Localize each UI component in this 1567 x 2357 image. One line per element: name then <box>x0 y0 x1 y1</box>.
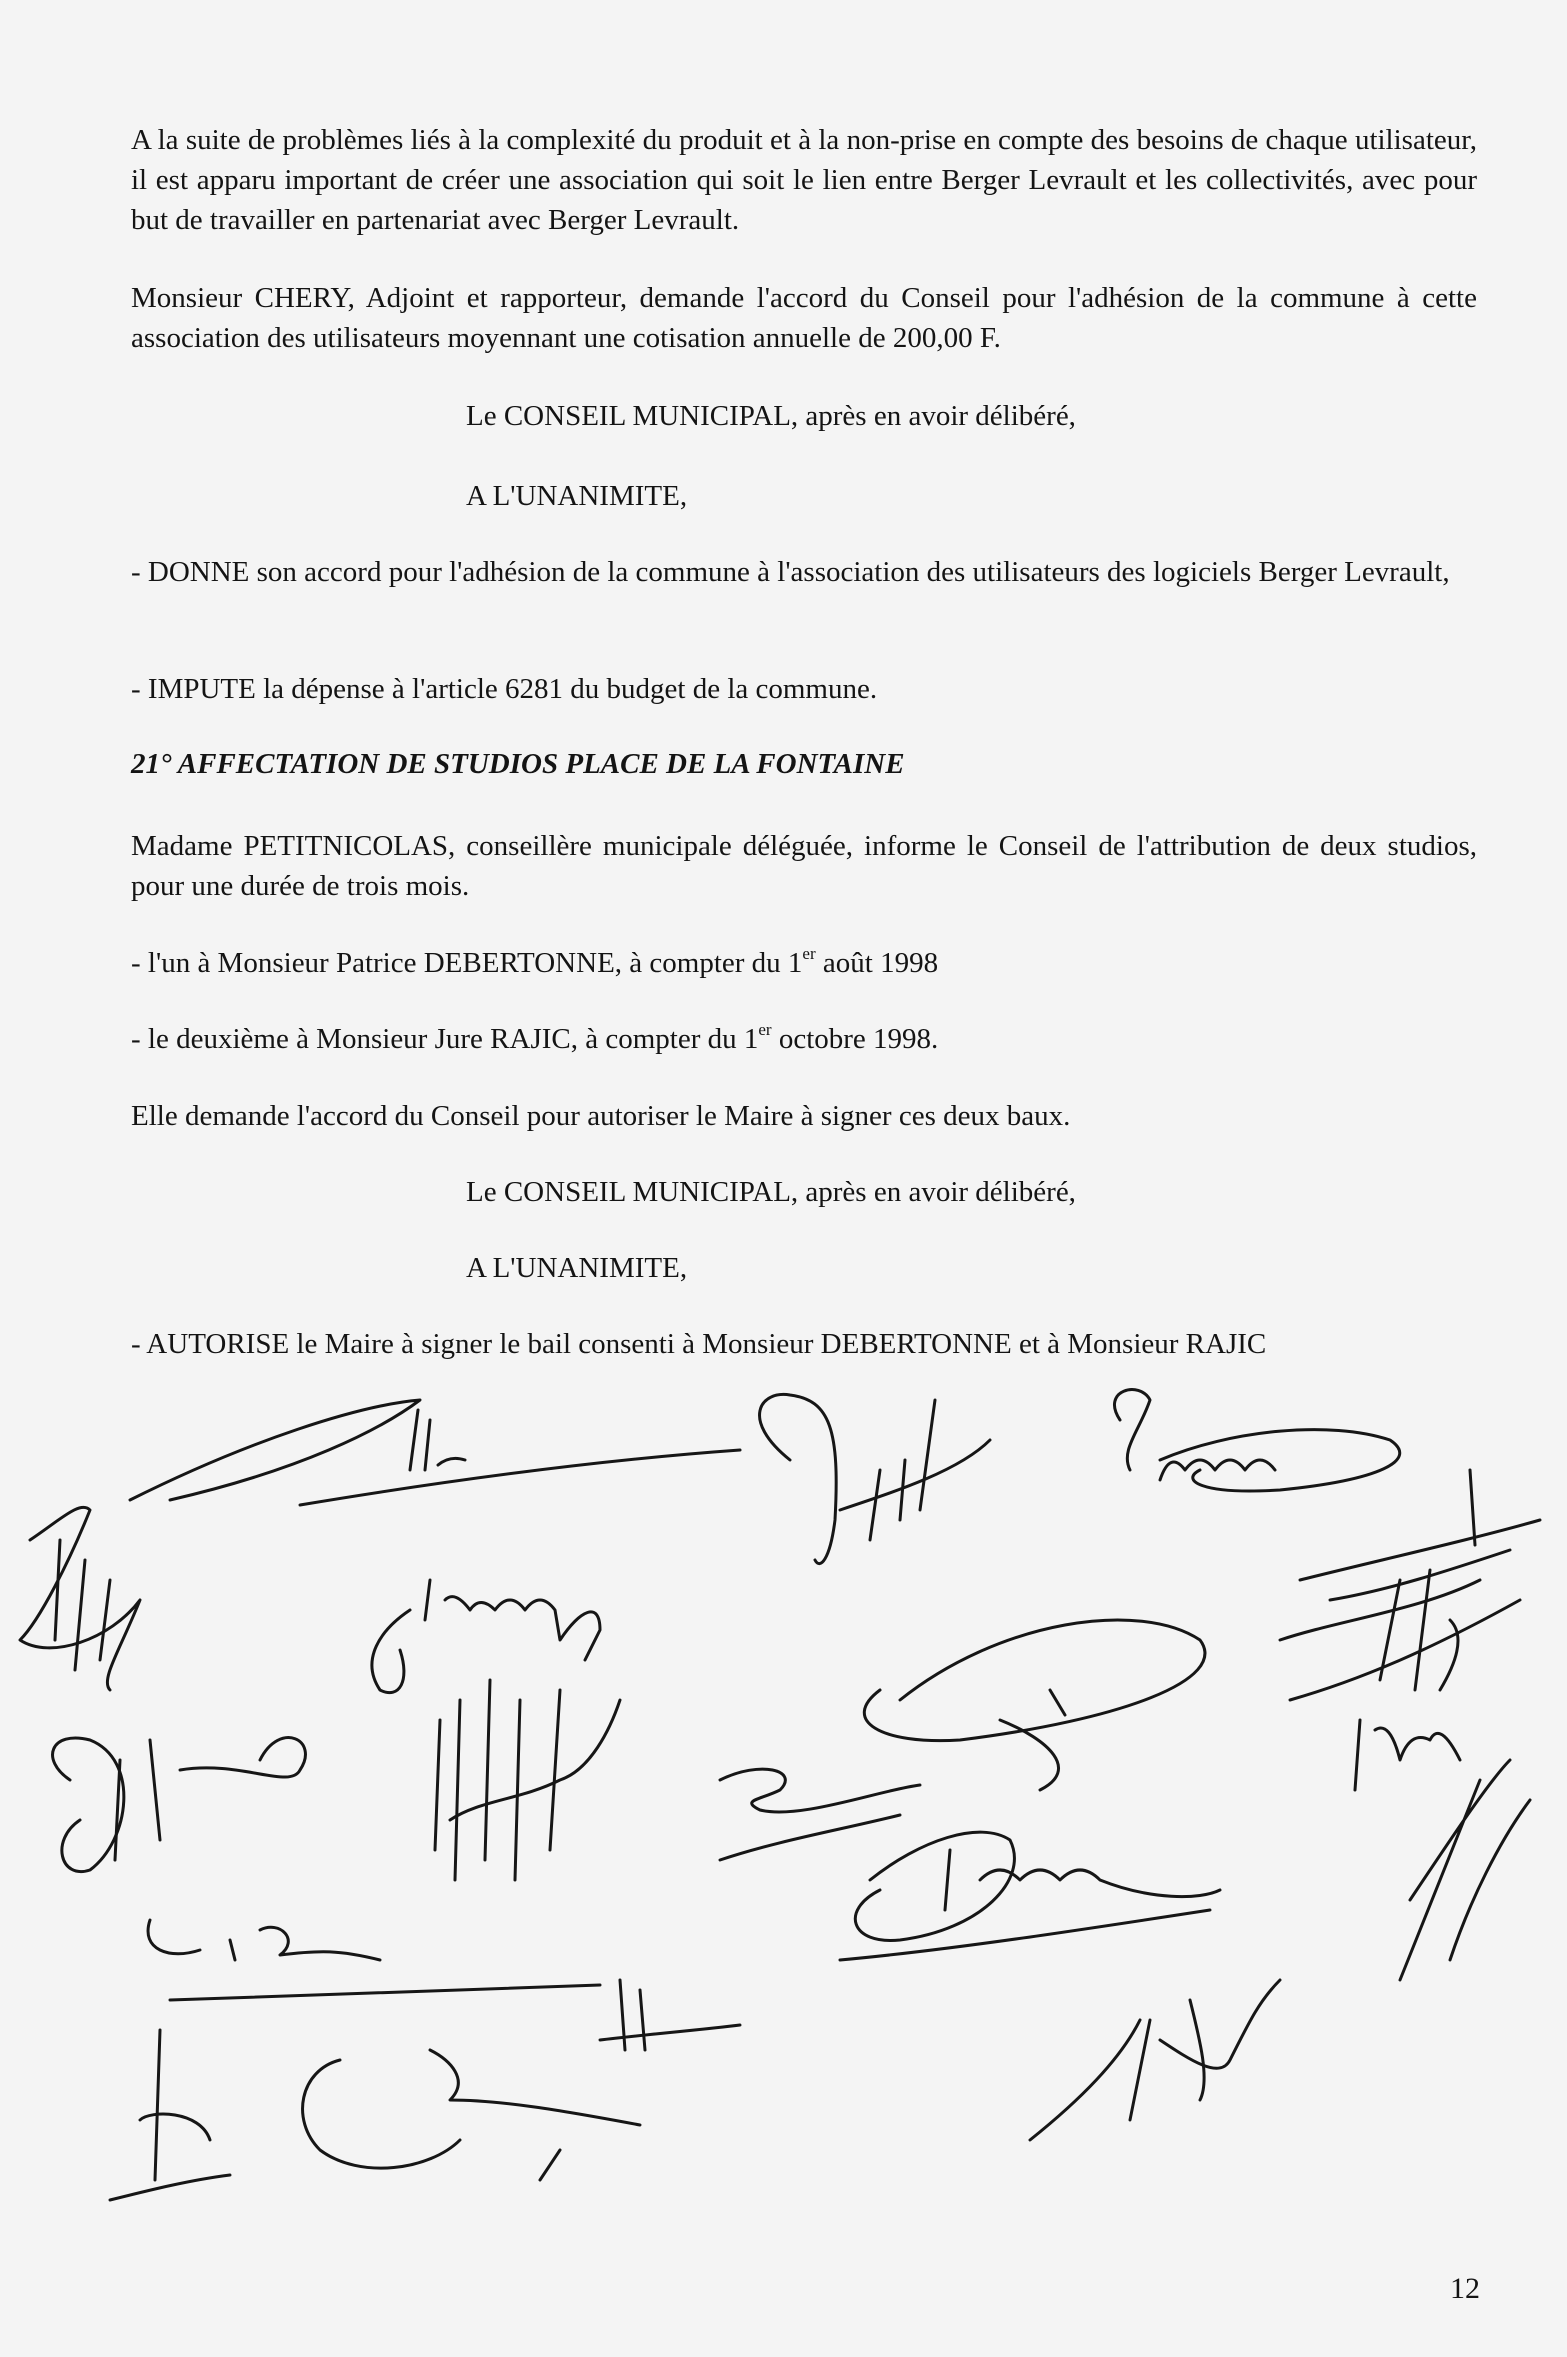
signature-11 <box>720 1769 920 1860</box>
signature-6 <box>372 1580 600 1693</box>
council-deliberation-2: Le CONSEIL MUNICIPAL, après en avoir délibéré, <box>466 1176 1076 1208</box>
page-number: 12 <box>1450 2272 1480 2305</box>
petitnicolas-paragraph: Madame PETITNICOLAS, conseillère municipale déléguée, informe le Conseil de l'attribution de deux studios, pour une durée de trois mois. <box>131 830 1477 902</box>
request-paragraph: Elle demande l'accord du Conseil pour autoriser le Maire à signer ces deux baux. <box>131 1100 1071 1132</box>
signature-13 <box>1355 1720 1530 1980</box>
unanimity-2: A L'UNANIMITE, <box>466 1252 688 1284</box>
studio-item-2 <box>131 1019 1477 1059</box>
signature-17 <box>110 2030 230 2200</box>
studio-item-1-text: - l'un à Monsieur Patrice DEBERTONNE, à compter du 1 <box>131 947 803 979</box>
decision-impute: - IMPUTE la dépense à l'article 6281 du budget de la commune. <box>131 673 878 705</box>
rapporteur-paragraph: Monsieur CHERY, Adjoint et rapporteur, demande l'accord du Conseil pour l'adhésion de la commune à cette association des utilisateurs moyennant une cotisation annuelle de 200,00 F. <box>131 282 1477 354</box>
signature-1 <box>130 1400 740 1505</box>
signature-10 <box>435 1680 620 1880</box>
signature-8 <box>1280 1570 1520 1700</box>
studio-item-2-text: - le deuxième à Monsieur Jure RAJIC, à compter du 1 <box>131 1023 759 1055</box>
signatures-area <box>0 1360 1567 2260</box>
decision-autorise: - AUTORISE le Maire à signer le bail consenti à Monsieur DEBERTONNE et à Monsieur RAJIC <box>131 1328 1267 1360</box>
council-deliberation-1: Le CONSEIL MUNICIPAL, après en avoir délibéré, <box>466 400 1076 432</box>
signature-5 <box>20 1507 140 1690</box>
studio-item-1-sup: er <box>802 944 816 963</box>
signature-3 <box>1114 1390 1399 1491</box>
signature-16 <box>303 2050 640 2180</box>
signature-14 <box>148 1920 600 2000</box>
studio-item-2-date: octobre 1998. <box>771 1023 939 1055</box>
signature-15 <box>600 1980 740 2050</box>
section-heading: 21° AFFECTATION DE STUDIOS PLACE DE LA FONTAINE <box>131 748 905 780</box>
signature-4 <box>1300 1470 1540 1600</box>
studio-item-1 <box>131 943 1477 983</box>
decision-donne: - DONNE son accord pour l'adhésion de la commune à l'association des utilisateurs des logiciels Berger Levrault, <box>131 556 1450 588</box>
signature-12 <box>840 1832 1220 1960</box>
studio-item-2-sup: er <box>758 1020 772 1039</box>
signature-7 <box>864 1620 1205 1790</box>
signature-9 <box>53 1738 306 1872</box>
signature-2 <box>760 1394 990 1563</box>
signature-18 <box>1030 1980 1280 2140</box>
unanimity-1: A L'UNANIMITE, <box>466 480 688 512</box>
studio-item-1-date: août 1998 <box>815 947 939 979</box>
intro-paragraph: A la suite de problèmes liés à la complexité du produit et à la non-prise en compte des besoins de chaque utilisateur, il est apparu important de créer une association qui soit le lien entre Berger Levrault et les collectivités, avec pour but de travailler en partenariat avec Berger Levrault. <box>131 124 1477 236</box>
